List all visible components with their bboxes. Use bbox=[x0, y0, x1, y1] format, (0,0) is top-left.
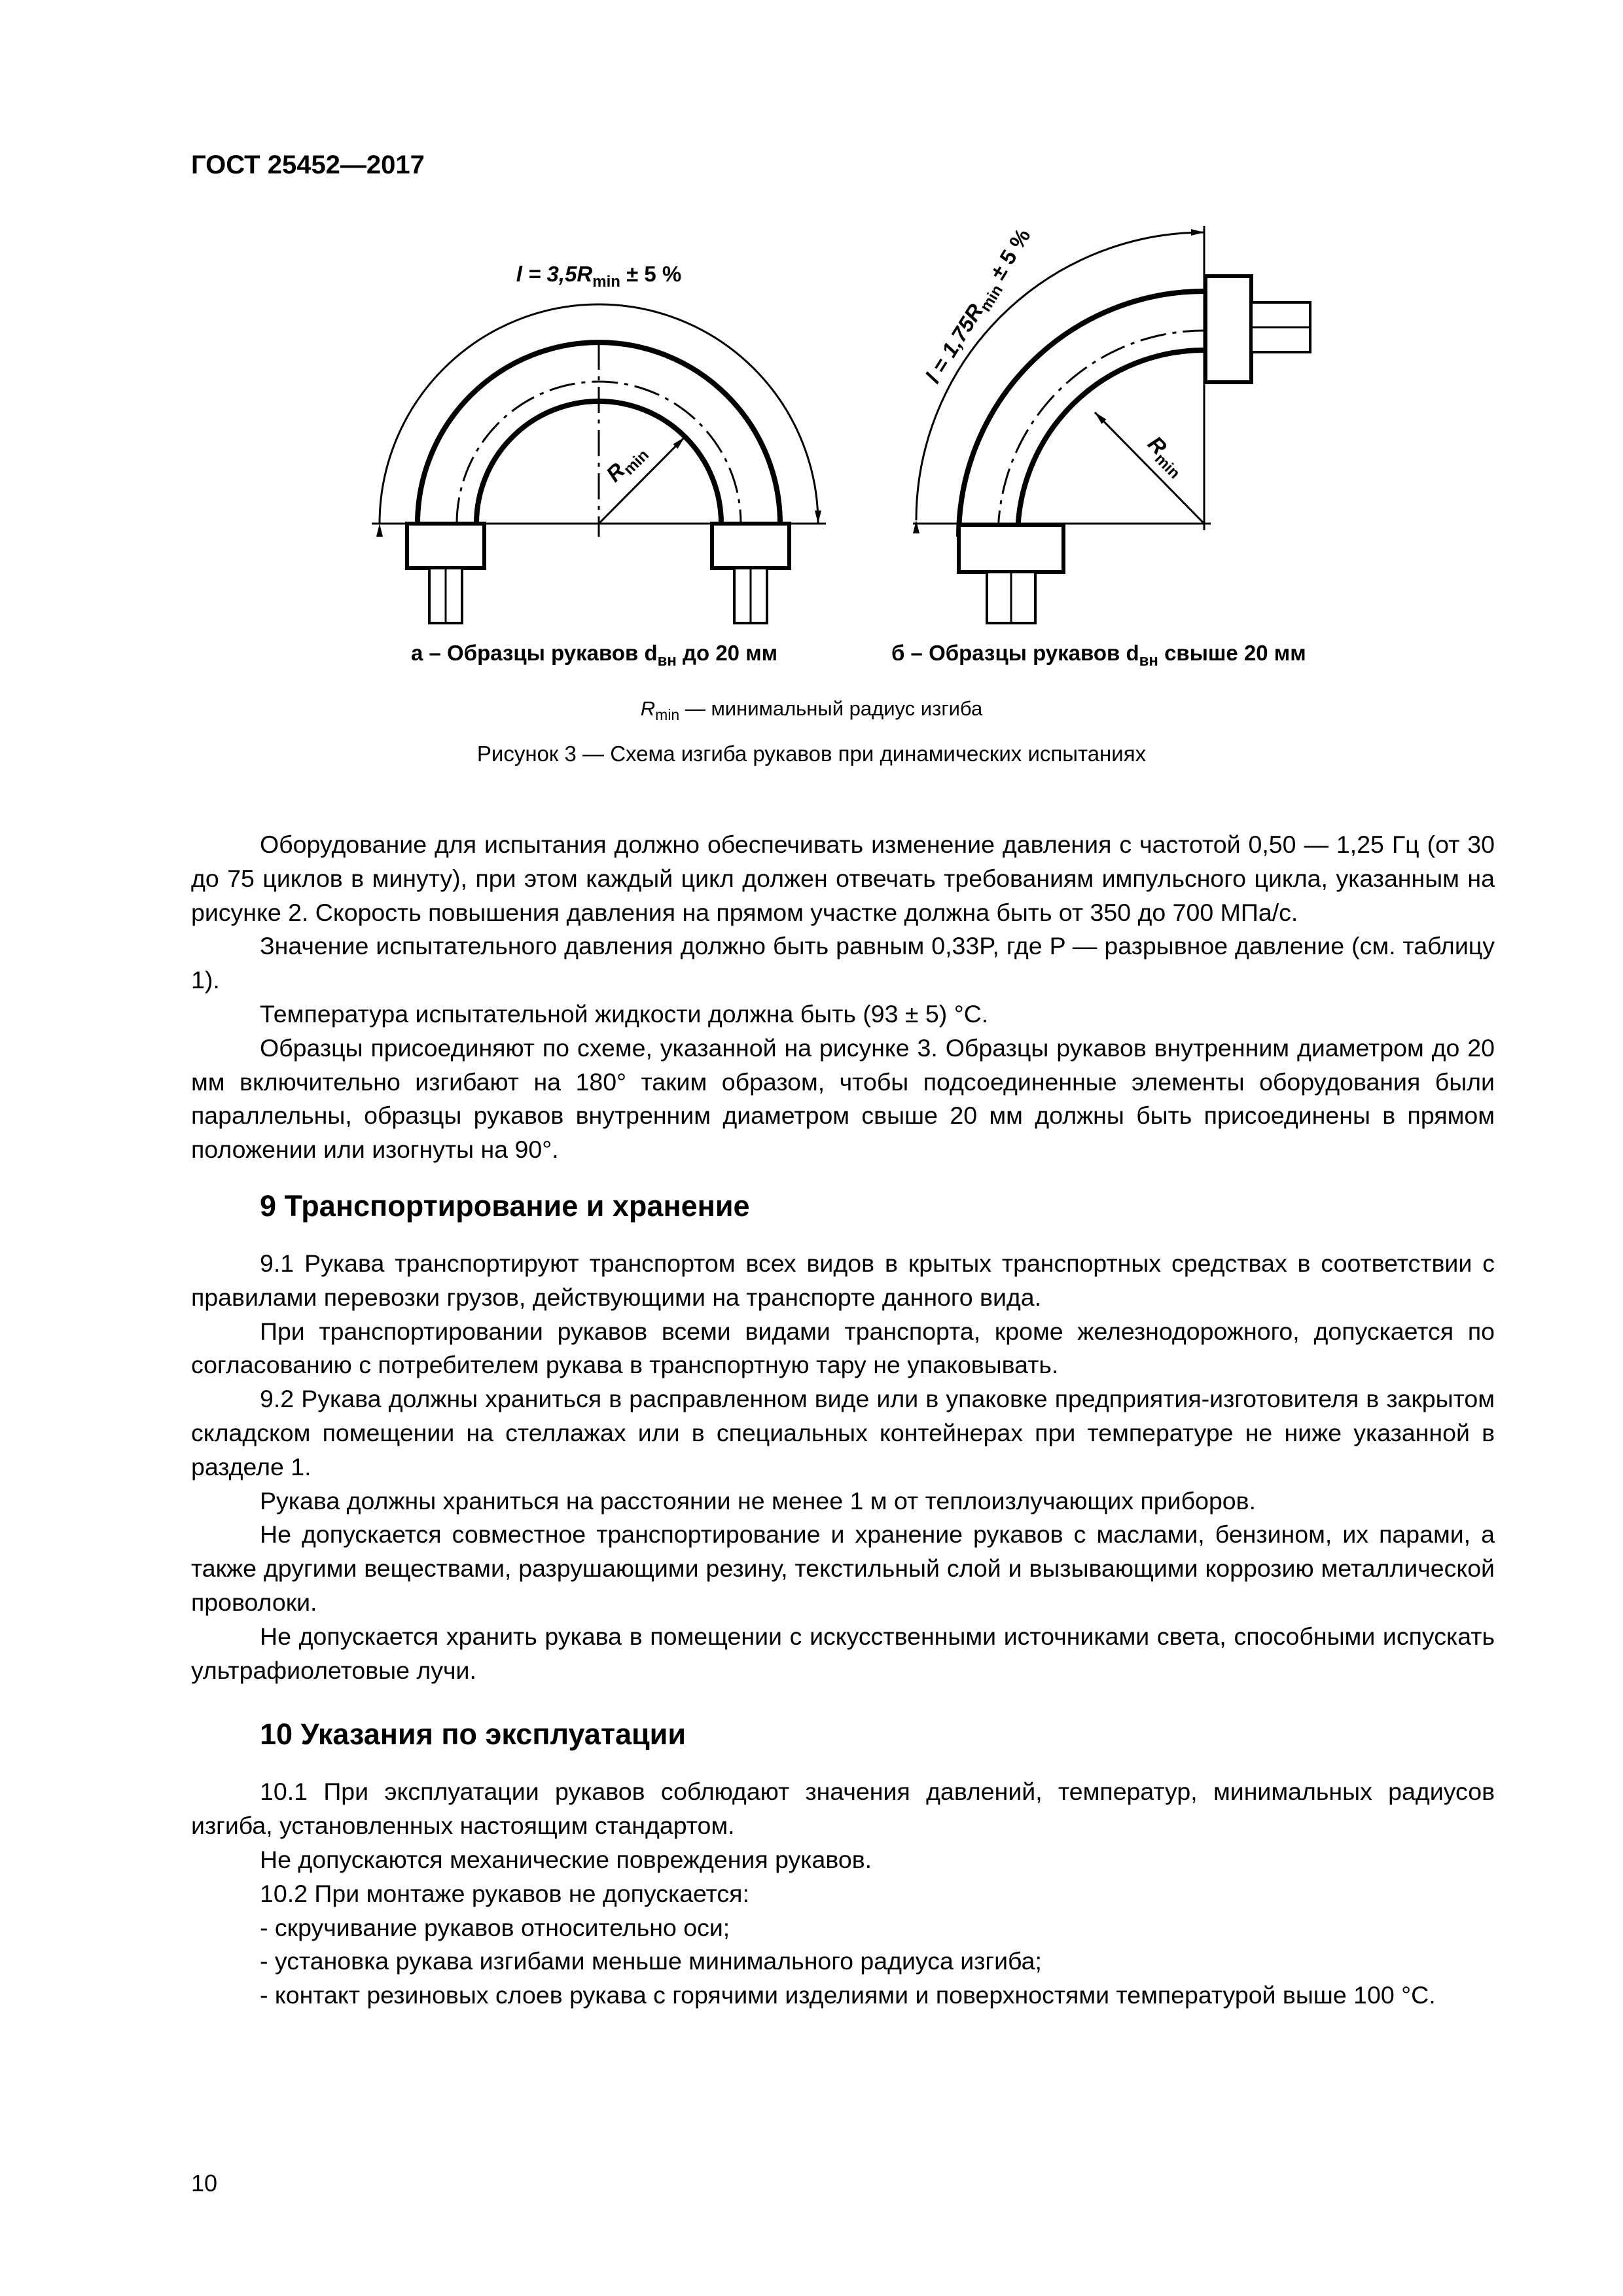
list-item: - скручивание рукавов относительно оси; bbox=[260, 1913, 730, 1941]
document-header: ГОСТ 25452—2017 bbox=[191, 151, 425, 179]
paragraph-10-2: 10.2 При монтаже рукавов не допускается: bbox=[260, 1879, 749, 1907]
figure-caption: Рисунок 3 — Схема изгиба рукавов при динамических испытаниях bbox=[476, 742, 1147, 766]
paragraph-test-pressure: Значение испытательного давления должно быть равным 0,33P, где P — разрывное давление (см. таблицу 1). bbox=[191, 932, 1495, 994]
paragraph-9-2c: Не допускается совместное транспортирование и хранение рукавов с маслами, бензином, их парами, а также другими веществами, разрушающими резину, текстильный слой и вызывающими коррозию металлической проволоки. bbox=[191, 1520, 1495, 1616]
figure-a-diagram bbox=[372, 262, 826, 623]
paragraph-equipment: Оборудование для испытания должно обеспечивать изменение давления с частотой 0,50 — 1,25 Гц (от 30 до 75 циклов в минуту), при этом каждый цикл должен отвечать требованиям импульсного цикла, указанным на рисунке 2. Скорость повышения давления на прямом участке должна быть от 350 до 700 МПа/с. bbox=[191, 831, 1495, 926]
radius-arrow-b bbox=[1095, 412, 1204, 524]
page-number: 10 bbox=[191, 2170, 218, 2197]
bottom-fitting-b bbox=[959, 525, 1063, 572]
paragraph-9-2b: Рукава должны храниться на расстоянии не менее 1 м от теплоизлучающих приборов. bbox=[260, 1486, 1256, 1515]
list-item: - контакт резиновых слоев рукава с горячими изделиями и поверхностями температурой выше 100 °С. bbox=[260, 1981, 1436, 2009]
paragraph-9-2d: Не допускается хранить рукава в помещении с искусственными источниками света, способными испускать ультрафиолетовые лучи. bbox=[191, 1622, 1495, 1684]
paragraph-9-2: 9.2 Рукава должны храниться в расправленном виде или в упаковке предприятия-изготовителя в закрытом складском помещении на стеллажах или в специальных контейнерах при температуре не ниже указанной в разделе 1. bbox=[191, 1385, 1495, 1480]
hose-bend-diagram bbox=[0, 0, 1623, 655]
figure-b-subcaption: б – Образцы рукавов $d_{вн}$ свыше 20 мм bbox=[891, 641, 1306, 670]
figure-b-diagram bbox=[913, 224, 1310, 623]
left-fitting-a bbox=[407, 524, 484, 568]
section-9-heading: 9 Транспортирование и хранение bbox=[260, 1189, 750, 1223]
radius-label-b: $R_{min}$ bbox=[1143, 431, 1184, 482]
section-10-heading: 10 Указания по эксплуатации bbox=[260, 1717, 687, 1751]
paragraph-10-1: 10.1 При эксплуатации рукавов соблюдают значения давлений, температур, минимальных радиусов изгиба, установленных настоящим стандартом. bbox=[191, 1778, 1495, 1840]
paragraph-9-1b: При транспортировании рукавов всеми видами транспорта, кроме железнодорожного, допускается по согласованию с потребителем рукава в транспортную тару не упаковывать. bbox=[191, 1317, 1495, 1379]
length-label-a: $l = 3,5R_{min} \pm 5$ % bbox=[516, 262, 682, 291]
paragraph-sample-connection: Образцы присоединяют по схеме, указанной на рисунке 3. Образцы рукавов внутренним диаметром до 20 мм включительно изгибают на 180° таким образом, чтобы подсоединенные элементы оборудования были параллельны, образцы рукавов внутренним диаметром свыше 20 мм должны быть присоединены в прямом положении или изогнуты на 90°. bbox=[191, 1033, 1495, 1164]
paragraph-fluid-temperature: Температура испытательной жидкости должна быть (93 ± 5) °С. bbox=[260, 999, 989, 1028]
top-fitting-b bbox=[1205, 276, 1251, 382]
length-label-b: $l = 1,75R_{min} \pm 5$ % bbox=[920, 224, 1035, 387]
document-body bbox=[191, 828, 1495, 2013]
hose-outer-wall-b bbox=[959, 291, 1204, 537]
list-item: - установка рукава изгибами меньше минимального радиуса изгиба; bbox=[260, 1947, 1042, 1975]
radius-label-a: $R_{min}$ bbox=[601, 446, 652, 486]
figure-legend: $R_{min}$ — минимальный радиус изгиба bbox=[640, 697, 983, 723]
figure-a-subcaption: а – Образцы рукавов $d_{вн}$ до 20 мм bbox=[411, 641, 778, 670]
paragraph-9-1: 9.1 Рукава транспортируют транспортом всех видов в крытых транспортных средствах в соответствии с правилами перевозки грузов, действующими на транспорте данного вида. bbox=[191, 1249, 1495, 1311]
paragraph-10-1b: Не допускаются механические повреждения рукавов. bbox=[260, 1845, 872, 1873]
right-fitting-a bbox=[712, 524, 789, 568]
length-dimension-arc-b bbox=[916, 232, 1204, 520]
hose-inner-wall-b bbox=[1018, 350, 1204, 537]
